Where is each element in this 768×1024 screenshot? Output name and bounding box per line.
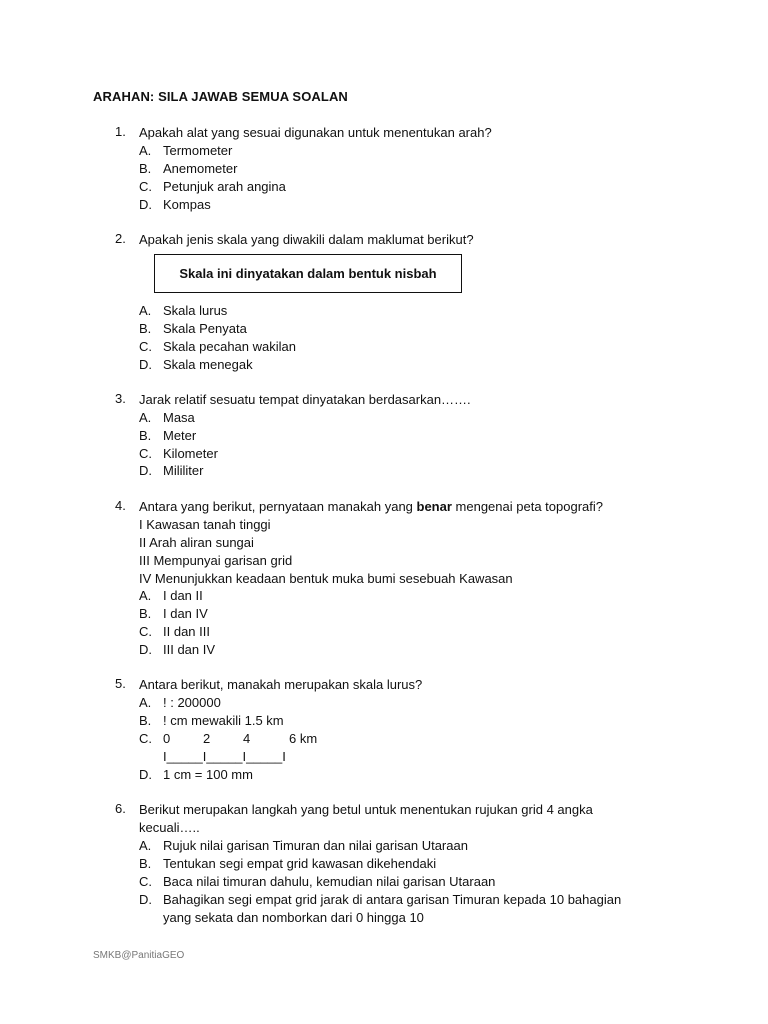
question-number: 3. bbox=[115, 391, 126, 406]
question-number: 4. bbox=[115, 498, 126, 513]
option-a: A. Skala lurus bbox=[139, 303, 228, 318]
option-d: D. Kompas bbox=[139, 197, 211, 212]
scale-value: 6 km bbox=[289, 731, 318, 746]
option-b: B. Anemometer bbox=[139, 161, 238, 176]
option-d: D. Skala menegak bbox=[139, 357, 253, 372]
option-a: A. Masa bbox=[139, 410, 195, 425]
option-c: C. Skala pecahan wakilan bbox=[139, 339, 296, 354]
statement-4: IV Menunjukkan keadaan bentuk muka bumi sesebuah Kawasan bbox=[139, 571, 513, 586]
option-c: C. Baca nilai timuran dahulu, kemudian nilai garisan Utaraan bbox=[139, 874, 496, 889]
option-c: C. Kilometer bbox=[139, 446, 218, 461]
question-text-cont: kecuali….. bbox=[139, 820, 200, 835]
question-number: 1. bbox=[115, 124, 126, 139]
question-number: 6. bbox=[115, 801, 126, 816]
statement-1: I Kawasan tanah tinggi bbox=[139, 517, 271, 532]
option-c: C. Petunjuk arah angina bbox=[139, 179, 286, 194]
question-text: Berikut merupakan langkah yang betul untuk menentukan rujukan grid 4 angka bbox=[139, 802, 593, 817]
statement-2: II Arah aliran sungai bbox=[139, 535, 254, 550]
option-c: C. 0 2 4 6 km bbox=[139, 731, 318, 746]
question-text: Apakah jenis skala yang diwakili dalam maklumat berikut? bbox=[139, 232, 474, 247]
option-c: C. II dan III bbox=[139, 624, 210, 639]
option-b: B. ! cm mewakili 1.5 km bbox=[139, 713, 284, 728]
question-number: 2. bbox=[115, 231, 126, 246]
option-d: D. III dan IV bbox=[139, 642, 216, 657]
question-text: Antara berikut, manakah merupakan skala lurus? bbox=[139, 677, 423, 692]
option-b: B. Skala Penyata bbox=[139, 321, 247, 336]
question-text: Jarak relatif sesuatu tempat dinyatakan berdasarkan……. bbox=[139, 392, 471, 407]
option-d: D. Mililiter bbox=[139, 463, 204, 478]
option-b: B. Meter bbox=[139, 428, 197, 443]
linear-scale-bar: I_____I_____I_____I bbox=[163, 749, 286, 764]
option-d: D. 1 cm = 100 mm bbox=[139, 767, 253, 782]
scale-value: 0 bbox=[163, 731, 171, 746]
option-d: D. Bahagikan segi empat grid jarak di antara garisan Timuran kepada 10 bahagian bbox=[139, 892, 622, 907]
statement-3: III Mempunyai garisan grid bbox=[139, 553, 293, 568]
option-d-cont: yang sekata dan nomborkan dari 0 hingga 10 bbox=[163, 910, 424, 925]
question-text: Apakah alat yang sesuai digunakan untuk menentukan arah? bbox=[139, 125, 492, 140]
question-text: Antara yang berikut, pernyataan manakah yang benar mengenai peta topografi? bbox=[139, 499, 603, 514]
option-b: B. Tentukan segi empat grid kawasan dikehendaki bbox=[139, 856, 437, 871]
scale-value: 4 bbox=[243, 731, 251, 746]
page-heading: ARAHAN: SILA JAWAB SEMUA SOALAN bbox=[93, 89, 348, 104]
question-number: 5. bbox=[115, 676, 126, 691]
option-b: B. I dan IV bbox=[139, 606, 208, 621]
info-box: Skala ini dinyatakan dalam bentuk nisbah bbox=[154, 254, 462, 293]
option-a: A. Termometer bbox=[139, 143, 233, 158]
option-a: A. I dan II bbox=[139, 588, 203, 603]
option-a: A. ! : 200000 bbox=[139, 695, 221, 710]
footer-credit: SMKB@PanitiaGEO bbox=[93, 950, 185, 961]
option-a: A. Rujuk nilai garisan Timuran dan nilai garisan Utaraan bbox=[139, 838, 468, 853]
scale-value: 2 bbox=[203, 731, 211, 746]
